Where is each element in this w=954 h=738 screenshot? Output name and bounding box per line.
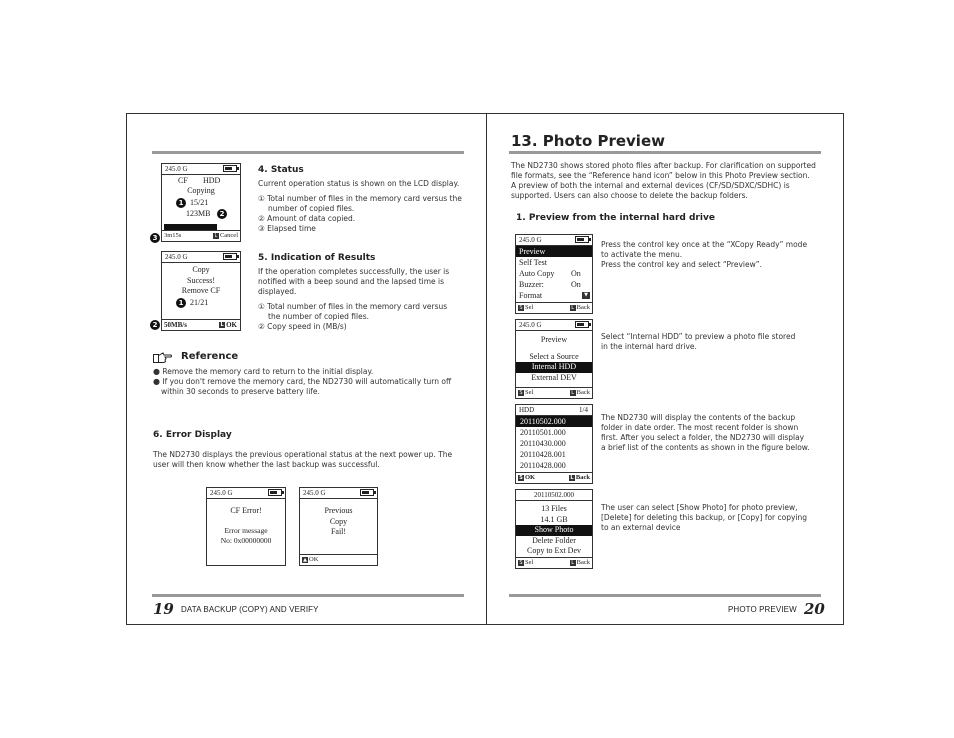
status-heading: 4. Status — [258, 165, 304, 175]
battery-icon — [268, 489, 282, 496]
scroll-down-icon: ▼ — [582, 292, 590, 299]
back-label: Back — [576, 559, 590, 566]
folder-file-count: 13 Files — [541, 504, 567, 513]
callout-1: 1 — [176, 198, 186, 208]
back-label: Back — [576, 389, 590, 396]
lcd-title: Preview — [540, 335, 568, 344]
battery-icon — [575, 236, 589, 243]
callout-3: 3 — [150, 233, 160, 243]
elapsed-time: 3m15s — [164, 232, 182, 239]
bottom-rule-right — [509, 594, 821, 597]
copy-speed: 50MB/s — [164, 321, 187, 329]
folder-list-lcd — [515, 404, 593, 484]
delete-folder-option: Delete Folder — [532, 535, 576, 545]
show-photo-option: Show Photo — [516, 525, 592, 536]
sel-label: Sel — [525, 304, 534, 311]
cf-error-lcd: 245.0 G CF Error! Error message No: 0x00000000 — [206, 487, 286, 566]
hand-icon — [153, 349, 173, 361]
error-text: The ND2730 displays the previous operational status at the next power up. The user will then know whether the last backup was successful. — [153, 450, 453, 469]
list-page: 1/4 — [579, 406, 588, 414]
l-key-icon: L — [220, 322, 224, 329]
menu-item-auto-copy: Auto Copy On — [519, 269, 581, 278]
step-2-text: Select “Internal HDD” to preview a photo file stored in the internal hard drive. — [601, 332, 796, 351]
l-key-icon: L — [571, 304, 575, 311]
lcd-header: 245.0 G — [162, 164, 240, 175]
list-item: 20110428.001 — [520, 450, 566, 459]
list-item: 20110501.000 — [520, 428, 566, 437]
section-heading: 1. Preview from the internal hard drive — [516, 213, 715, 223]
step-4-text: The user can select [Show Photo] for photo preview, [Delete] for deleting this backup, or [Copy] for copying to an external device — [601, 503, 808, 532]
sel-label: Sel — [525, 389, 534, 396]
s-key-icon: S — [519, 304, 523, 311]
source-internal-hdd: Internal HDD — [516, 362, 592, 373]
folder-name: 20110502.000 — [516, 490, 592, 501]
s-key-icon: S — [519, 474, 523, 481]
top-rule-left — [152, 151, 464, 154]
menu-item-buzzer: Buzzer: On — [519, 280, 581, 289]
s-key-icon: S — [519, 559, 523, 566]
source-external-dev: External DEV — [531, 372, 577, 382]
results-intro: If the operation completes successfully, the user is notified with a beep sound and the lapsed time is displayed. — [258, 267, 450, 296]
callout-1: 1 — [176, 298, 186, 308]
back-label: Back — [575, 474, 590, 481]
callout-2: 2 — [150, 320, 160, 330]
list-item: 20110430.000 — [520, 439, 566, 448]
results-heading: 5. Indication of Results — [258, 253, 376, 263]
footer-right: PHOTO PREVIEW — [728, 605, 797, 614]
error-heading: 6. Error Display — [153, 430, 232, 440]
folder-size: 14.1 GB — [540, 514, 568, 524]
list-item: 20110428.000 — [520, 461, 566, 470]
footer-left: DATA BACKUP (COPY) AND VERIFY — [181, 605, 319, 614]
status-intro: Current operation status is shown on the LCD display. — [258, 179, 460, 188]
ok-label: OK — [525, 474, 536, 481]
page-divider — [486, 113, 487, 625]
copy-to-ext-option: Copy to Ext Dev — [527, 546, 581, 555]
select-source-label: Select a Source — [529, 351, 579, 361]
cancel-label: Cancel — [219, 232, 238, 239]
page-title: 13. Photo Preview — [511, 132, 665, 150]
file-count: 21/21 — [190, 297, 209, 307]
battery-icon — [223, 165, 237, 172]
list-source: HDD — [519, 406, 535, 414]
menu-lcd: 245.0 G Preview Self Test Auto Copy On Buzzer: On Format ▼ S Sel L Back — [515, 234, 593, 314]
battery-icon — [575, 321, 589, 328]
source-label: CF — [178, 176, 188, 185]
l-key-icon: L — [571, 559, 575, 566]
results-lcd: 245.0 G Copy Success! Remove CF 1 21/21 50MB/s L OK — [161, 251, 241, 331]
data-copied: 123MB — [186, 208, 211, 218]
reference-list: ● Remove the memory card to return to the initial display. ● If you don't remove the memory card, the ND2730 will automatically turn off within 30 seconds to preserve battery life. — [153, 367, 452, 396]
menu-item-format: Format ▼ — [516, 290, 592, 301]
photo-preview-intro: The ND2730 shows stored photo files after backup. For clarification on supported file formats, see the “Reference hand icon” below in this Photo Preview section. A preview of both the internal and external devices (CF/SD/SDXC/SDHC) is supported. Users can also choose to delete the backup folders. — [511, 161, 816, 200]
results-list: ① Total number of files in the memory card versus the number of copied files. ② Copy speed in (MB/s) — [258, 302, 448, 331]
top-rule-right — [509, 151, 821, 154]
ok-label: OK — [226, 321, 237, 329]
page-number-right: 20 — [804, 600, 825, 618]
step-3-text: The ND2730 will display the contents of the backup folder in date order. The most recent folder is shown first. After you select a folder, the ND2730 will display a brief list of the contents as shown in the figure below. — [601, 413, 810, 452]
battery-icon — [223, 253, 237, 260]
menu-item-self-test: Self Test — [519, 258, 547, 267]
sel-label: Sel — [525, 559, 534, 566]
source-lcd: 245.0 G Preview Select a Source Internal HDD External DEV S Sel L Back — [515, 319, 593, 399]
l-key-icon: L — [571, 389, 575, 396]
l-key-icon: L — [214, 232, 218, 239]
target-label: HDD — [203, 176, 221, 185]
copy-fail-lcd: 245.0 G Previous Copy Fail! ▲ OK — [299, 487, 378, 566]
menu-item-preview: Preview — [516, 246, 592, 257]
up-arrow-icon: ▲ — [303, 556, 307, 563]
reference-heading: Reference — [181, 351, 239, 362]
l-key-icon: L — [570, 474, 574, 481]
bottom-rule-left — [152, 594, 464, 597]
status-lcd — [161, 163, 241, 242]
lcd-footer — [162, 230, 240, 241]
callout-2: 2 — [217, 209, 227, 219]
battery-icon — [360, 489, 374, 496]
copy-state: Copying — [187, 186, 215, 195]
s-key-icon: S — [519, 389, 523, 396]
ok-label: OK — [309, 556, 319, 563]
page-number-left: 19 — [153, 600, 174, 618]
status-list: ① Total number of files in the memory card versus the number of copied files. ② Amount of data copied. ③ Elapsed time — [258, 194, 462, 233]
folder-actions-lcd — [515, 489, 593, 569]
back-label: Back — [576, 304, 590, 311]
file-count: 15/21 — [190, 197, 209, 207]
list-item: 20110502.000 — [516, 416, 592, 427]
step-1-text: Press the control key once at the “XCopy Ready” mode to activate the menu. Press the control key and select “Preview”. — [601, 240, 808, 269]
